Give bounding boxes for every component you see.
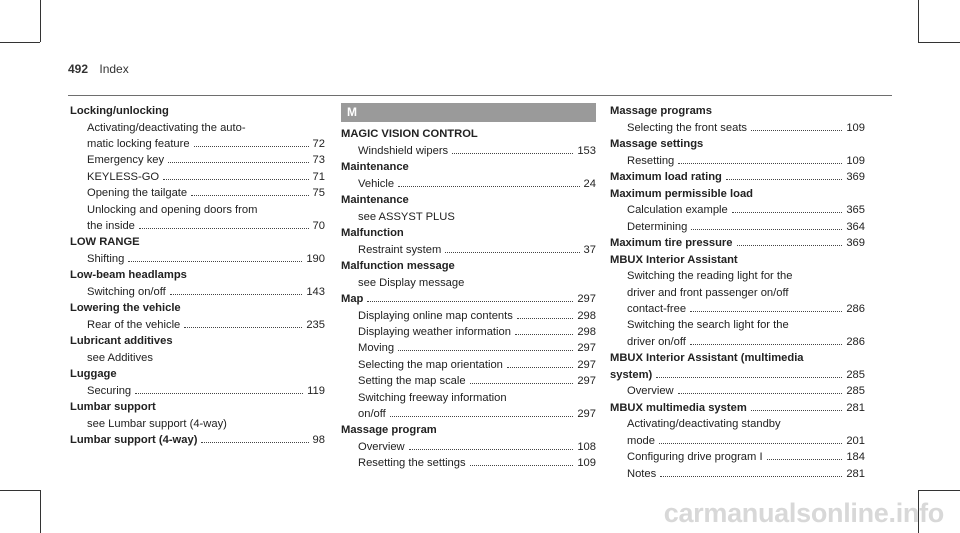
index-entry bbox=[341, 258, 596, 291]
subentry-label: Displaying weather information bbox=[358, 326, 511, 338]
leader-dots bbox=[367, 301, 573, 302]
subentry-label: Displaying online map contents bbox=[358, 309, 513, 322]
index-subentry bbox=[610, 202, 865, 218]
page-reference[interactable]: 297 bbox=[577, 358, 596, 371]
leader-dots bbox=[767, 459, 843, 460]
page-reference[interactable]: 285 bbox=[846, 385, 865, 398]
index-term bbox=[70, 234, 325, 251]
index-subentry bbox=[610, 466, 865, 482]
leader-dots bbox=[184, 327, 302, 328]
index-term bbox=[610, 235, 865, 252]
index-entry bbox=[70, 103, 325, 234]
leader-dots bbox=[452, 153, 573, 154]
index-subentry bbox=[610, 317, 865, 333]
index-subentry bbox=[70, 284, 325, 300]
subentry-label: Restraint system bbox=[358, 243, 442, 256]
index-subentry bbox=[70, 416, 325, 432]
index-entry bbox=[610, 252, 865, 351]
crop-mark bbox=[0, 42, 40, 43]
index-subentry bbox=[341, 324, 596, 340]
index-term-label: MBUX multimedia system bbox=[610, 401, 747, 414]
index-entry bbox=[70, 432, 325, 449]
index-subentry bbox=[610, 285, 865, 301]
subentry-label: Windshield wipers bbox=[358, 144, 449, 157]
index-entry bbox=[341, 291, 596, 422]
page-reference[interactable]: 365 bbox=[846, 204, 865, 217]
leader-dots bbox=[135, 393, 303, 394]
subentry-label: contact-free bbox=[627, 303, 687, 315]
subentry-label: see Additives bbox=[87, 352, 153, 365]
index-term-label: Maximum tire pressure bbox=[610, 237, 733, 249]
index-term bbox=[70, 267, 325, 284]
page-reference[interactable]: 298 bbox=[577, 309, 596, 322]
subentry-label: see Display message bbox=[358, 276, 465, 289]
index-term bbox=[610, 367, 865, 384]
crop-mark bbox=[0, 490, 40, 491]
leader-dots bbox=[168, 162, 308, 163]
subentry-label: Opening the tailgate bbox=[87, 187, 188, 200]
index-subentry bbox=[341, 176, 596, 192]
crop-mark bbox=[918, 42, 960, 43]
index-subentry bbox=[610, 301, 865, 317]
index-term bbox=[610, 400, 865, 417]
index-term-label: Map bbox=[341, 293, 364, 305]
leader-dots bbox=[470, 383, 574, 384]
page-reference[interactable]: 143 bbox=[306, 286, 325, 299]
page-reference[interactable]: 364 bbox=[846, 220, 865, 233]
index-term-label: MBUX Interior Assistant (multimedia bbox=[610, 352, 804, 365]
index-column-2 bbox=[341, 103, 596, 472]
leader-dots bbox=[691, 229, 842, 230]
crop-mark bbox=[40, 490, 41, 533]
leader-dots bbox=[515, 334, 573, 335]
leader-dots bbox=[656, 377, 842, 378]
index-term bbox=[610, 169, 865, 186]
index-subentry bbox=[341, 340, 596, 356]
index-term-label: MBUX Interior Assistant bbox=[610, 253, 738, 266]
subentry-label: Securing bbox=[87, 385, 132, 398]
index-subentry bbox=[70, 152, 325, 168]
subentry-label: driver on/off bbox=[627, 335, 686, 348]
index-term-label: system) bbox=[610, 368, 653, 381]
index-term bbox=[610, 252, 865, 269]
subentry-label: Selecting the front seats bbox=[627, 121, 748, 134]
page-reference[interactable]: 286 bbox=[846, 303, 865, 315]
page-reference[interactable]: 190 bbox=[306, 253, 325, 266]
subentry-label: driver and front passenger on/off bbox=[627, 286, 789, 299]
leader-dots bbox=[751, 130, 842, 131]
index-subentry bbox=[610, 433, 865, 449]
subentry-label: Switching on/off bbox=[87, 286, 166, 299]
page-reference[interactable]: 24 bbox=[583, 177, 596, 190]
index-term bbox=[70, 300, 325, 317]
index-subentry bbox=[70, 350, 325, 366]
index-subentry bbox=[70, 383, 325, 399]
leader-dots bbox=[470, 465, 574, 466]
subentry-label: Calculation example bbox=[627, 204, 728, 217]
index-subentry bbox=[70, 251, 325, 267]
subentry-label: on/off bbox=[358, 408, 386, 421]
index-entry bbox=[610, 103, 865, 136]
index-entry bbox=[70, 366, 325, 399]
index-subentry bbox=[610, 268, 865, 284]
page-reference[interactable]: 297 bbox=[577, 408, 596, 421]
index-term-label: Massage program bbox=[341, 424, 437, 437]
page-reference[interactable]: 369 bbox=[846, 237, 865, 249]
index-entry bbox=[341, 126, 596, 159]
subentry-label: matic locking feature bbox=[87, 138, 190, 150]
index-subentry bbox=[341, 439, 596, 455]
page-reference[interactable]: 153 bbox=[577, 144, 596, 157]
page-reference[interactable]: 109 bbox=[846, 154, 865, 167]
index-subentry bbox=[341, 275, 596, 291]
subentry-label: see Lumbar support (4-way) bbox=[87, 418, 227, 431]
index-subentry bbox=[341, 242, 596, 258]
page-reference[interactable]: 37 bbox=[583, 243, 596, 256]
index-entry bbox=[70, 399, 325, 432]
index-term bbox=[70, 399, 325, 416]
subentry-label: Setting the map scale bbox=[358, 375, 466, 388]
index-entry bbox=[610, 186, 865, 235]
index-term-label: Lumbar support (4-way) bbox=[70, 434, 198, 447]
leader-dots bbox=[191, 195, 308, 196]
index-term bbox=[70, 103, 325, 120]
leader-dots bbox=[409, 449, 574, 450]
subentry-label: mode bbox=[627, 434, 655, 447]
header-rule bbox=[68, 95, 892, 96]
crop-mark bbox=[918, 490, 960, 491]
index-column-1 bbox=[70, 103, 325, 449]
index-term-label: Massage programs bbox=[610, 105, 712, 117]
subentry-label: Switching the search light for the bbox=[627, 319, 789, 332]
page-number: 492 bbox=[68, 62, 89, 76]
subentry-label: Vehicle bbox=[358, 177, 395, 190]
index-subentry bbox=[70, 169, 325, 185]
leader-dots bbox=[398, 186, 579, 187]
leader-dots bbox=[390, 416, 574, 417]
subentry-label: Selecting the map orientation bbox=[358, 358, 503, 371]
subentry-label: see ASSYST PLUS bbox=[358, 210, 455, 223]
index-subentry bbox=[341, 455, 596, 471]
leader-dots bbox=[128, 261, 302, 262]
index-entry bbox=[610, 136, 865, 169]
subentry-label: Notes bbox=[627, 467, 657, 480]
index-subentry bbox=[341, 373, 596, 389]
leader-dots bbox=[678, 393, 843, 394]
index-term-label: Maintenance bbox=[341, 194, 409, 206]
index-term-label: Malfunction bbox=[341, 227, 404, 239]
page-reference[interactable]: 108 bbox=[577, 441, 596, 454]
subentry-label: Emergency key bbox=[87, 154, 165, 167]
index-term bbox=[610, 136, 865, 153]
index-term-label: Low-beam headlamps bbox=[70, 269, 187, 282]
page-reference[interactable]: 281 bbox=[846, 401, 865, 414]
index-entry bbox=[610, 235, 865, 252]
index-subentry bbox=[70, 185, 325, 201]
index-term bbox=[70, 366, 325, 383]
index-term bbox=[341, 258, 596, 275]
index-subentry bbox=[610, 416, 865, 432]
index-term-label: Maintenance bbox=[341, 161, 409, 173]
index-entry bbox=[341, 225, 596, 258]
index-term bbox=[610, 103, 865, 120]
index-subentry bbox=[341, 357, 596, 373]
leader-dots bbox=[445, 252, 579, 253]
leader-dots bbox=[398, 350, 573, 351]
index-entry bbox=[610, 169, 865, 186]
index-subentry bbox=[70, 317, 325, 333]
leader-dots bbox=[690, 311, 842, 312]
leader-dots bbox=[517, 318, 573, 319]
subentry-label: Determining bbox=[627, 220, 688, 233]
page-reference[interactable]: 285 bbox=[846, 368, 865, 381]
leader-dots bbox=[194, 146, 309, 147]
leader-dots bbox=[507, 367, 573, 368]
subentry-label: Activating/deactivating the auto- bbox=[87, 121, 246, 134]
page-reference[interactable]: 71 bbox=[312, 170, 325, 183]
index-subentry bbox=[341, 209, 596, 225]
subentry-label: the inside bbox=[87, 220, 135, 233]
index-subentry bbox=[70, 218, 325, 234]
page-reference[interactable]: 75 bbox=[312, 187, 325, 200]
subentry-label: Activating/deactivating standby bbox=[627, 418, 781, 431]
index-term-label: MAGIC VISION CONTROL bbox=[341, 128, 478, 140]
index-entry bbox=[610, 400, 865, 482]
index-entry bbox=[341, 192, 596, 225]
index-entry bbox=[70, 234, 325, 267]
crop-mark bbox=[40, 0, 41, 42]
page-reference[interactable]: 281 bbox=[846, 467, 865, 480]
page-reference[interactable]: 201 bbox=[846, 434, 865, 447]
leader-dots bbox=[678, 163, 842, 164]
watermark: carmanualsonline.info bbox=[663, 498, 944, 528]
index-entry bbox=[70, 333, 325, 366]
index-term-label: Massage settings bbox=[610, 138, 704, 150]
index-entry bbox=[341, 422, 596, 471]
index-term-label: Locking/unlocking bbox=[70, 105, 169, 117]
index-subentry bbox=[341, 143, 596, 159]
index-subentry bbox=[70, 136, 325, 152]
subentry-label: Resetting bbox=[627, 154, 675, 167]
index-subentry bbox=[610, 153, 865, 169]
index-term bbox=[610, 186, 865, 203]
subentry-label: Overview bbox=[358, 441, 405, 454]
leader-dots bbox=[201, 442, 308, 443]
index-subentry bbox=[341, 406, 596, 422]
index-term-label: Maximum load rating bbox=[610, 171, 722, 183]
leader-dots bbox=[751, 410, 843, 411]
page-reference[interactable]: 286 bbox=[846, 335, 865, 348]
index-subentry bbox=[610, 383, 865, 399]
index-term-label: Lowering the vehicle bbox=[70, 302, 181, 315]
page-reference[interactable]: 235 bbox=[306, 319, 325, 332]
crop-mark bbox=[918, 0, 919, 42]
index-entry bbox=[610, 367, 865, 400]
index-term-label: Lumbar support bbox=[70, 401, 156, 414]
page-header bbox=[68, 62, 129, 76]
index-subentry bbox=[341, 390, 596, 406]
index-term-label: Maximum permissible load bbox=[610, 187, 753, 200]
index-term bbox=[341, 422, 596, 439]
index-term bbox=[341, 291, 596, 308]
page-reference[interactable]: 72 bbox=[312, 138, 325, 150]
page-reference[interactable]: 73 bbox=[312, 154, 325, 167]
index-entry bbox=[70, 300, 325, 333]
leader-dots bbox=[163, 179, 308, 180]
page-reference[interactable]: 119 bbox=[307, 385, 325, 398]
subentry-label: Resetting the settings bbox=[358, 457, 466, 470]
page-reference[interactable]: 297 bbox=[577, 375, 596, 388]
subentry-label: Rear of the vehicle bbox=[87, 319, 181, 332]
index-subentry bbox=[610, 334, 865, 350]
subentry-label: Unlocking and opening doors from bbox=[87, 203, 258, 216]
index-subentry bbox=[610, 219, 865, 235]
index-term bbox=[341, 126, 596, 143]
page-reference[interactable]: 297 bbox=[577, 342, 596, 355]
section-letter: M bbox=[341, 103, 596, 122]
subentry-label: Configuring drive program I bbox=[627, 451, 763, 464]
index-term bbox=[610, 350, 865, 367]
index-term bbox=[341, 192, 596, 209]
page-reference[interactable]: 70 bbox=[312, 220, 325, 233]
page-reference[interactable]: 297 bbox=[577, 293, 596, 305]
page-reference[interactable]: 184 bbox=[846, 451, 865, 464]
index-term bbox=[70, 333, 325, 350]
leader-dots bbox=[732, 212, 843, 213]
page-title: Index bbox=[99, 62, 129, 76]
index-subentry bbox=[70, 202, 325, 218]
index-subentry bbox=[70, 120, 325, 136]
index-entry bbox=[70, 267, 325, 300]
index-term-label: Malfunction message bbox=[341, 260, 455, 272]
page-reference[interactable]: 109 bbox=[577, 457, 596, 470]
page-reference[interactable]: 369 bbox=[846, 171, 865, 183]
subentry-label: Shifting bbox=[87, 253, 125, 266]
leader-dots bbox=[659, 443, 842, 444]
index-term bbox=[341, 225, 596, 242]
page-reference[interactable]: 298 bbox=[577, 326, 596, 338]
index-subentry bbox=[341, 308, 596, 324]
index-term bbox=[70, 432, 325, 449]
leader-dots bbox=[170, 294, 303, 295]
index-subentry bbox=[610, 449, 865, 465]
index-subentry bbox=[610, 120, 865, 136]
index-entry bbox=[341, 159, 596, 192]
index-term bbox=[341, 159, 596, 176]
leader-dots bbox=[660, 476, 842, 477]
subentry-label: KEYLESS-GO bbox=[87, 170, 160, 183]
index-term-label: Luggage bbox=[70, 368, 117, 381]
leader-dots bbox=[726, 179, 842, 180]
page-reference[interactable]: 98 bbox=[312, 434, 325, 447]
index-term-label: Lubricant additives bbox=[70, 335, 173, 348]
subentry-label: Switching the reading light for the bbox=[627, 270, 793, 283]
subentry-label: Switching freeway information bbox=[358, 391, 507, 404]
index-term-label: LOW RANGE bbox=[70, 236, 140, 249]
leader-dots bbox=[737, 245, 843, 246]
index-entry bbox=[610, 350, 865, 367]
leader-dots bbox=[690, 344, 842, 345]
index-column-3 bbox=[610, 103, 865, 482]
subentry-label: Overview bbox=[627, 385, 674, 398]
subentry-label: Moving bbox=[358, 342, 395, 355]
leader-dots bbox=[139, 228, 309, 229]
page-reference[interactable]: 109 bbox=[846, 121, 865, 134]
